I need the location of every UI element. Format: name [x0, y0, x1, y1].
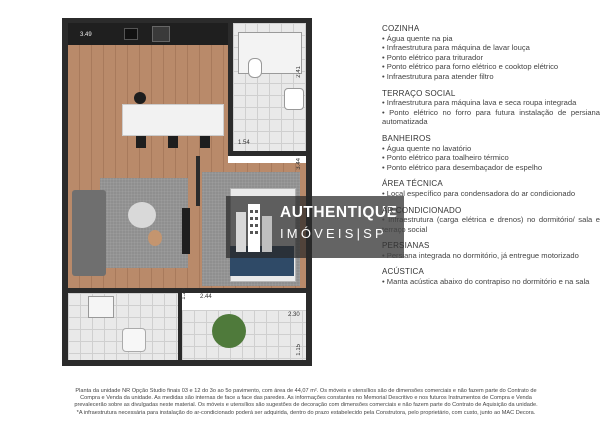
washing-machine [88, 296, 114, 318]
list-item: • Ponto elétrico para toalheiro térmico [382, 153, 509, 163]
list-item: • Manta acústica abaixo do contrapiso no dormitório e na sala [382, 277, 590, 287]
footer-disclaimer [20, 388, 592, 417]
toilet [248, 58, 262, 78]
list-item: • Ponto elétrico para desembaçador de espelho [382, 162, 543, 172]
spec-section [382, 179, 600, 198]
dim-label: 1.15 [296, 344, 302, 356]
stool-3 [168, 136, 178, 148]
plant [212, 314, 246, 348]
kitchen-island [122, 104, 224, 136]
floor-plan [62, 18, 312, 366]
stool-4 [200, 136, 210, 148]
section-title: PERSIANAS [382, 241, 430, 251]
section-title: COZINHA [382, 24, 420, 33]
section-title: AR CONDICIONADO [382, 205, 462, 215]
section-title: ÁREA TÉCNICA [382, 179, 443, 189]
list-item: • Infraestrutura para atender filtro [382, 71, 494, 81]
list-item: • Água quente no lavatório [382, 143, 472, 153]
list-item: • Infraestrutura para máquina lava e seca roupa integrada [382, 98, 577, 108]
spec-section [382, 24, 600, 82]
tv-unit [182, 208, 190, 254]
list-item: • Ponto elétrico para forno elétrico e cooktop elétrico [382, 62, 559, 72]
list-item: • Infraestrutura (carga elétrica e drenos) no dormitório/ sala e terraço social [382, 215, 600, 234]
side-table [148, 230, 162, 246]
sink [152, 26, 170, 42]
armchair [128, 202, 156, 228]
disclaimer-line: Planta da unidade NR Opção Studio finais 03 e 12 do 3o ao 5o pavimento, com área de 44,07 m². Os móveis e utensílios são de dimensões comerciais e não fazem parte do Contrato de [75, 388, 537, 394]
stool-1 [134, 92, 146, 104]
dim-label: 3.44 [296, 158, 302, 170]
list-item: • Água quente na pia [382, 33, 453, 43]
disclaimer-line: prevalecerão sobre as divulgadas neste material. Os móveis e utensílios são sugestões de decoração com dimensões comerciais e não fazem parte do Contrato de Aquisição da unidade. [74, 402, 538, 409]
dim-label: 2.41 [296, 66, 302, 78]
cooktop [124, 28, 138, 40]
watermark-subtitle: IMÓVEIS|SP [280, 226, 387, 241]
stool-2 [136, 136, 146, 148]
wall-right [306, 18, 312, 366]
section-title: BANHEIROS [382, 133, 431, 143]
watermark-brand: AUTHENTIQUE [280, 204, 398, 221]
bath-wall-bottom [228, 151, 306, 156]
watermark [226, 196, 404, 258]
dim-label: 2.30 [288, 312, 300, 318]
spec-section [382, 241, 600, 260]
spec-section [382, 89, 600, 127]
dim-label: 1.54 [238, 140, 250, 146]
list-item: • Infraestrutura para máquina de lavar louça [382, 43, 530, 53]
list-item: • Persiana integrada no dormitório, já entregue motorizado [382, 250, 579, 260]
dim-label: 2.44 [200, 294, 212, 300]
list-item: • Ponto elétrico no forro para futura instalação de persiana automatizada [382, 107, 600, 127]
disclaimer-line: *A infraestrutura necessária para instalação do ar-condicionado poderá ser adquirida, dentro do prazo estabelecido pela Construtora, pelo proprietário, com custo, junto ao MAC Decora. [76, 409, 536, 416]
washbasin [284, 88, 304, 110]
kitchen-counter [68, 23, 228, 45]
specs-list [382, 24, 600, 294]
building-logo-icon [234, 202, 276, 252]
sofa [72, 190, 106, 276]
terrace-chair [122, 328, 146, 352]
spec-section [382, 267, 600, 286]
list-item: • Ponto elétrico para triturador [382, 52, 484, 62]
disclaimer-line: Compra e Venda da unidade. As medidas são internas de face a face das paredes. As informações constantes no Memorial Descritivo e nos futuros Instrumentos de Compra e Venda [80, 395, 532, 402]
list-item: • Local específico para condensadora do ar condicionado [382, 188, 576, 198]
divider-wall [196, 156, 200, 206]
section-title: TERRAÇO SOCIAL [382, 88, 456, 98]
dim-label: 1.25 [181, 288, 187, 300]
dim-label: 3.49 [80, 32, 92, 38]
spec-section [382, 206, 600, 235]
section-title: ACÚSTICA [382, 267, 425, 277]
wall-bottom [62, 360, 312, 366]
spec-section [382, 134, 600, 172]
